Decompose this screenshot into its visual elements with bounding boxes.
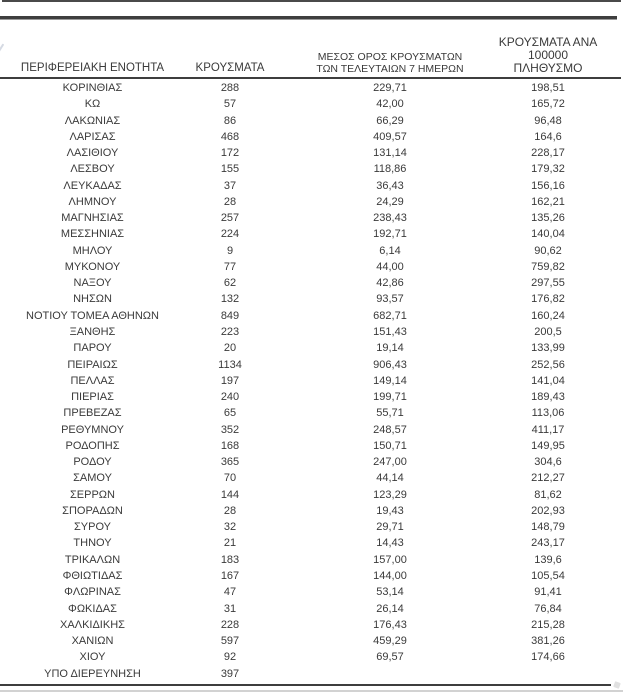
- right-edge-artifact: [613, 681, 621, 689]
- avg7-cell: 42,86: [376, 277, 404, 290]
- cases-cell: 288: [220, 82, 240, 94]
- cases-cell: 57: [223, 98, 237, 111]
- region-cell: ΣΠΟΡΑΔΩΝ: [62, 504, 123, 517]
- table-row: [0, 275, 623, 291]
- region-cell: ΦΛΩΡΙΝΑΣ: [64, 586, 121, 599]
- table-row: [0, 503, 623, 519]
- per100k-cell: 156,16: [531, 179, 565, 192]
- region-cell: ΧΙΟΥ: [79, 651, 106, 664]
- table-header: [0, 35, 623, 77]
- cases-cell: 167: [220, 569, 240, 582]
- table-row: [0, 308, 623, 324]
- avg7-cell: 459,29: [373, 635, 407, 648]
- per100k-cell: 179,32: [531, 163, 565, 176]
- region-cell: ΡΟΔΟΠΗΣ: [65, 439, 120, 452]
- cases-cell: 183: [220, 553, 240, 566]
- header-region: ΠΕΡΙΦΕΡΕΙΑΚΗ ΕΝΟΤΗΤΑ: [20, 62, 165, 74]
- region-cell: ΜΕΣΣΗΝΙΑΣ: [60, 228, 125, 241]
- table-row: [0, 259, 623, 275]
- region-cell: ΠΕΛΛΑΣ: [70, 374, 115, 387]
- per100k-cell: 148,79: [531, 521, 565, 534]
- avg7-cell: 26,14: [376, 602, 404, 615]
- avg7-cell: 19,43: [376, 504, 404, 517]
- table-row: [0, 633, 623, 649]
- avg7-cell: 24,29: [376, 195, 404, 208]
- per100k-cell: 411,17: [531, 423, 565, 436]
- header-per100k: [487, 36, 623, 77]
- cases-cell: 224: [220, 228, 240, 241]
- avg7-cell: 6,14: [379, 244, 401, 257]
- cases-cell: 168: [220, 439, 240, 452]
- region-cell: ΠΙΕΡΙΑΣ: [71, 391, 114, 404]
- avg7-cell: 229,71: [373, 82, 407, 94]
- table-row: [0, 226, 623, 242]
- cases-cell: 257: [220, 212, 240, 225]
- region-cell: ΝΑΞΟΥ: [73, 277, 112, 290]
- table-row: [0, 80, 623, 96]
- cases-cell: 92: [223, 651, 237, 664]
- header-underline: [0, 77, 621, 79]
- per100k-cell: 198,51: [531, 82, 565, 94]
- cases-cell: 397: [220, 667, 240, 680]
- avg7-cell: 123,29: [373, 488, 407, 501]
- avg7-cell: 176,43: [373, 618, 407, 631]
- per100k-cell: 162,21: [531, 195, 565, 208]
- avg7-cell: 149,14: [373, 374, 407, 387]
- region-cell: ΛΑΣΙΘΙΟΥ: [66, 147, 119, 160]
- avg7-cell: 93,57: [376, 293, 404, 306]
- per100k-cell: 113,06: [531, 407, 565, 420]
- table-row: [0, 389, 623, 405]
- cases-cell: 65: [223, 407, 237, 420]
- per100k-cell: 81,62: [534, 488, 562, 501]
- avg7-cell: 55,71: [376, 407, 404, 420]
- per100k-cell: 135,26: [531, 212, 565, 225]
- per100k-cell: 96,48: [534, 114, 562, 127]
- per100k-cell: 252,56: [531, 358, 565, 371]
- avg7-cell: 66,29: [376, 114, 404, 127]
- avg7-cell: 19,14: [376, 342, 404, 355]
- table-row: [0, 96, 623, 112]
- table-row: [0, 373, 623, 389]
- table-row: [0, 161, 623, 177]
- table-row: [0, 357, 623, 373]
- header-per100k-line1: ΚΡΟΥΣΜΑΤΑ ΑΝΑ 100000: [498, 35, 598, 62]
- region-cell: ΚΟΡΙΝΘΙΑΣ: [62, 82, 123, 94]
- per100k-cell: 174,66: [531, 651, 565, 664]
- top-rule-thick: [0, 16, 617, 19]
- per100k-cell: [487, 666, 623, 682]
- per100k-cell: 91,41: [534, 586, 562, 599]
- region-cell: ΤΡΙΚΑΛΩΝ: [64, 553, 121, 566]
- region-cell: ΠΕΙΡΑΙΩΣ: [67, 358, 118, 371]
- avg7-cell: 157,00: [373, 553, 407, 566]
- header-per100k-line2: ΠΛΗΘΥΣΜΟ: [513, 61, 583, 75]
- per100k-cell: 228,17: [531, 147, 565, 160]
- table-row: [0, 113, 623, 129]
- cases-cell: 144: [220, 488, 240, 501]
- per100k-cell: 243,17: [531, 537, 565, 550]
- cases-cell: 20: [223, 342, 237, 355]
- table-row: [0, 568, 623, 584]
- region-cell: ΜΗΛΟΥ: [72, 244, 113, 257]
- avg7-cell: 906,43: [373, 358, 407, 371]
- table-row: [0, 649, 623, 665]
- cases-cell: 70: [223, 472, 237, 485]
- region-cell: ΜΥΚΟΝΟΥ: [64, 260, 121, 273]
- region-cell: ΧΑΛΚΙΔΙΚΗΣ: [60, 618, 125, 631]
- avg7-cell: 42,00: [376, 98, 404, 111]
- bottom-rule: [0, 684, 611, 686]
- avg7-cell: 69,57: [376, 651, 404, 664]
- table-row: [0, 129, 623, 145]
- cases-cell: 352: [220, 423, 240, 436]
- bottom-rule-light: [0, 690, 623, 692]
- cases-cell: 21: [223, 537, 237, 550]
- avg7-cell: 14,43: [376, 537, 404, 550]
- header-cases: ΚΡΟΥΣΜΑΤΑ: [195, 62, 265, 74]
- per100k-cell: 164,6: [534, 130, 562, 143]
- per100k-cell: 105,54: [531, 569, 565, 582]
- table-row: [0, 291, 623, 307]
- per100k-cell: 76,84: [534, 602, 562, 615]
- cases-cell: 228: [220, 618, 240, 631]
- cases-cell: 28: [223, 195, 237, 208]
- cases-cell: 240: [220, 391, 240, 404]
- per100k-cell: 160,24: [531, 309, 565, 322]
- per100k-cell: 176,82: [531, 293, 565, 306]
- per100k-cell: 212,27: [531, 472, 565, 485]
- per100k-cell: 149,95: [531, 439, 565, 452]
- region-cell: ΧΑΝΙΩΝ: [71, 635, 114, 648]
- cases-cell: 31: [223, 602, 237, 615]
- table-row: [0, 340, 623, 356]
- table-row: [0, 584, 623, 600]
- per100k-cell: 381,26: [531, 635, 565, 648]
- cases-cell: 77: [223, 260, 237, 273]
- table-row: [0, 145, 623, 161]
- region-cell: ΥΠΟ ΔΙΕΡΕΥΝΗΣΗ: [44, 667, 141, 680]
- avg7-cell: 199,71: [373, 391, 407, 404]
- region-cell: ΠΑΡΟΥ: [73, 342, 112, 355]
- avg7-cell: 44,00: [376, 260, 404, 273]
- region-cell: ΛΗΜΝΟΥ: [68, 195, 117, 208]
- per100k-cell: 215,28: [531, 618, 565, 631]
- region-cell: ΣΥΡΟΥ: [73, 521, 111, 534]
- table-row: [0, 535, 623, 551]
- avg7-cell: 248,57: [373, 423, 407, 436]
- table-row: [0, 243, 623, 259]
- cases-cell: 47: [223, 586, 237, 599]
- cases-cell: 1134: [218, 358, 242, 371]
- table-row: [0, 552, 623, 568]
- cases-cell: 28: [223, 504, 237, 517]
- region-cell: ΛΕΥΚΑΔΑΣ: [63, 179, 122, 192]
- region-cell: ΡΟΔΟΥ: [73, 456, 112, 469]
- table-row: [0, 422, 623, 438]
- table-row: [0, 470, 623, 486]
- region-cell: ΦΘΙΩΤΙΔΑΣ: [62, 569, 123, 582]
- cases-cell: 223: [220, 325, 240, 338]
- per100k-cell: 202,93: [531, 504, 565, 517]
- per100k-cell: 133,99: [531, 342, 565, 355]
- cases-cell: 9: [226, 244, 234, 257]
- table-row: [0, 178, 623, 194]
- table-row: [0, 487, 623, 503]
- avg7-cell: 118,86: [373, 163, 407, 176]
- avg7-cell: 682,71: [373, 309, 407, 322]
- cases-cell: 468: [220, 130, 240, 143]
- region-cell: ΝΗΣΩΝ: [73, 293, 112, 306]
- per100k-cell: 297,55: [531, 277, 565, 290]
- header-avg7-line2: ΤΩΝ ΤΕΛΕΥΤΑΙΩΝ 7 ΗΜΕΡΩΝ: [316, 62, 464, 75]
- cases-cell: 172: [220, 147, 240, 160]
- cases-cell: 849: [220, 309, 240, 322]
- avg7-cell: 238,43: [373, 212, 407, 225]
- cases-cell: 365: [220, 456, 240, 469]
- region-cell: ΛΑΡΙΣΑΣ: [69, 130, 116, 143]
- avg7-cell: 53,14: [376, 586, 404, 599]
- region-cell: ΞΑΝΘΗΣ: [69, 325, 116, 338]
- region-cell: ΛΑΚΩΝΙΑΣ: [64, 114, 121, 127]
- table-row: [0, 601, 623, 617]
- region-cell: ΦΩΚΙΔΑΣ: [68, 602, 117, 615]
- avg7-cell: 29,71: [376, 521, 404, 534]
- region-cell: ΤΗΝΟΥ: [73, 537, 112, 550]
- table-row: [0, 454, 623, 470]
- avg7-cell: 144,00: [373, 569, 407, 582]
- cases-cell: 86: [223, 114, 237, 127]
- cases-cell: 37: [223, 179, 237, 192]
- region-cell: ΠΡΕΒΕΖΑΣ: [63, 407, 122, 420]
- table-row: [0, 438, 623, 454]
- header-avg7: [275, 52, 487, 77]
- table-row: [0, 519, 623, 535]
- avg7-cell: 44,14: [376, 472, 404, 485]
- region-cell: ΣΕΡΡΩΝ: [70, 488, 115, 501]
- avg7-cell: 151,43: [373, 325, 407, 338]
- avg7-cell: 131,14: [373, 147, 407, 160]
- table-row: [0, 210, 623, 226]
- per100k-cell: 189,43: [531, 391, 565, 404]
- per100k-cell: 141,04: [531, 374, 565, 387]
- header-avg7-line1: ΜΕΣΟΣ ΟΡΟΣ ΚΡΟΥΣΜΑΤΩΝ: [317, 51, 463, 63]
- cases-cell: 62: [223, 277, 237, 290]
- region-cell: ΛΕΣΒΟΥ: [70, 163, 115, 176]
- cases-cell: 197: [220, 374, 240, 387]
- avg7-cell: 150,71: [373, 439, 407, 452]
- per100k-cell: 165,72: [531, 98, 565, 111]
- avg7-cell: 409,57: [373, 130, 407, 143]
- region-cell: ΡΕΘΥΜΝΟΥ: [61, 423, 124, 436]
- per100k-cell: 140,04: [531, 228, 565, 241]
- per100k-cell: 200,5: [534, 325, 562, 338]
- avg7-cell: 247,00: [373, 456, 407, 469]
- top-rule-thin: [2, 0, 621, 2]
- region-cell: ΝΟΤΙΟΥ ΤΟΜΕΑ ΑΘΗΝΩΝ: [26, 309, 159, 322]
- table-row: [0, 194, 623, 210]
- per100k-cell: 139,6: [534, 553, 562, 566]
- table-row: [0, 324, 623, 340]
- table-row: [0, 617, 623, 633]
- table-body: [0, 80, 623, 682]
- avg7-cell: [275, 666, 487, 682]
- avg7-cell: 192,71: [373, 228, 407, 241]
- region-cell: ΣΑΜΟΥ: [73, 472, 112, 485]
- per100k-cell: 759,82: [531, 260, 565, 273]
- region-cell: ΜΑΓΝΗΣΙΑΣ: [61, 212, 124, 225]
- region-cell: ΚΩ: [84, 98, 101, 111]
- avg7-cell: 36,43: [376, 179, 404, 192]
- cases-cell: 155: [220, 163, 240, 176]
- cases-cell: 32: [223, 521, 237, 534]
- table-row: [0, 405, 623, 421]
- per100k-cell: 304,6: [534, 456, 562, 469]
- cases-cell: 597: [220, 635, 240, 648]
- per100k-cell: 90,62: [534, 244, 562, 257]
- cases-cell: 132: [220, 293, 240, 306]
- table-row: [0, 666, 623, 682]
